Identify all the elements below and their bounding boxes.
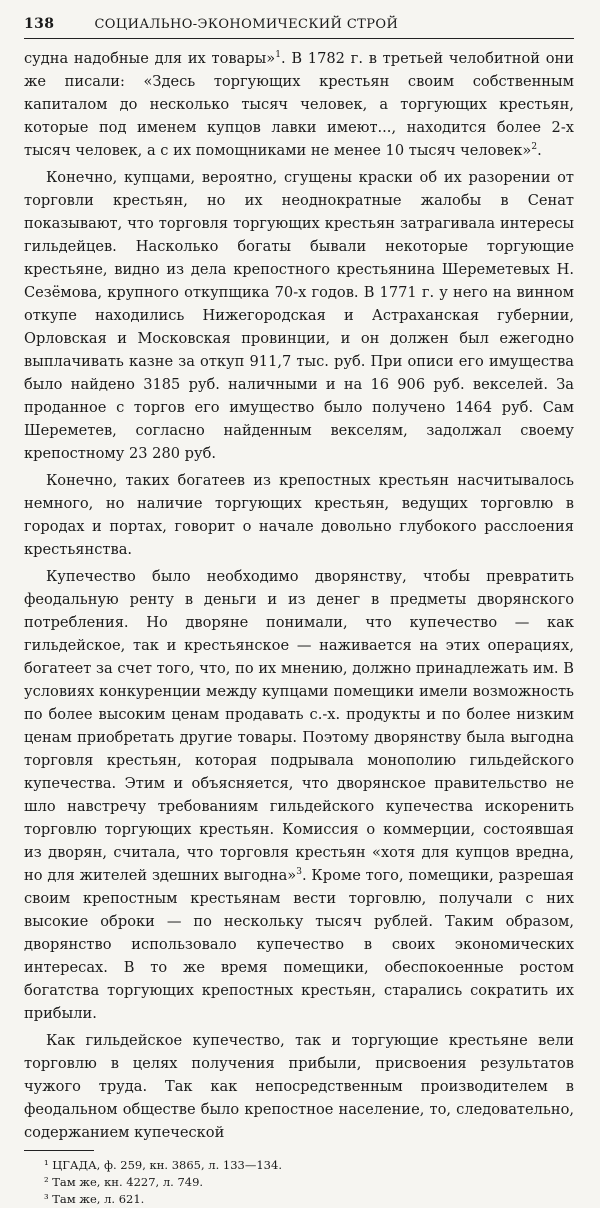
footnote-rule — [24, 1150, 94, 1151]
paragraph-4: Купечество было необходимо дворянству, чтобы превратить феодальную ренту в деньги и из денег в предметы дворянского потребления. Но дворяне понимали, что купечество — как гильдейское, так и крестьянское — наживается на этих операциях, богатеет за счет того, что, по их мнению, должно принадлежать им. В условиях конкуренции между купцами помещики имели возможность по более высоким ценам продавать с.-х. продукты и по более низким ценам приобретать другие товары. Поэтому дворянству была выгодна торговля крестьян, которая подрывала монополию гильдейского купечества. Этим и объясняется, что дворянское правительство не шло навстречу требованиям гильдейского купечества искоренить торговлю торгующих крестьян. Комиссия о коммерции, состоявшая из дворян, считала, что торговля крестьян «хотя для купцов вредна, но для жителей здешних выгодна»$^3$. Кроме того, помещики, разрешая своим крепостным крестьянам вести торговлю, получали с них высокие оброки — по нескольку тысяч рублей. Таким образом, дворянство использовало купечество в своих экономических интересах. В то же время помещики, обеспокоенные ростом богатства торгующих крепостных крестьян, старались сократить их прибыли. — [24, 568, 575, 1022]
paragraph-3: Конечно, таких богатеев из крепостных крестьян насчитывалось немного, но наличие торгующих крестьян, ведущих торговлю в городах и портах, говорит о начале довольно глубокого расслоения крестьянства. — [24, 472, 574, 558]
footnotes — [24, 1157, 574, 1208]
page-header — [24, 16, 574, 32]
body-text — [24, 47, 574, 1144]
paragraph-1: судна надобные для их товары»$^1$. В 1782 г. в третьей челобитной они же писали: «Здесь торгующих крестьян своим собственным капиталом до несколько тысяч человек, а торгующих крестьян, которые под именем купцов лавки имеют..., находится более 2-х тысяч человек, а с их помощниками не менее 10 тысяч человек»$^2$. — [24, 50, 574, 159]
page-number: 138 — [24, 16, 55, 32]
paragraph-5: Как гильдейское купечество, так и торгующие крестьяне вели торговлю в целях получения прибыли, присвоения результатов чужого труда. Так как непосредственным производителем в феодальном обществе было крепостное население, то, следовательно, содержанием купеческой — [24, 1032, 574, 1141]
footnote-3: ³ Там же, л. 621. — [44, 1192, 145, 1206]
paragraph-2: Конечно, купцами, вероятно, сгущены краски об их разорении от торговли крестьян, но их неоднократные жалобы в Сенат показывают, что торговля торгующих крестьян затрагивала интересы гильдейцев. Насколько богаты бывали некоторые торгующие крестьяне, видно из дела крепостного крестьянина Шереметевых Н. Сезёмова, крупного откупщика 70-х годов. В 1771 г. у него на винном откупе находились Нижегородская и Астраханская губернии, Орловская и Московская провинции, и он должен был ежегодно выплачивать казне за откуп 911,7 тыс. руб. При описи его имущества было найдено 3185 руб. наличными и на 16 906 руб. векселей. За проданное с торгов его имущество было получено 1464 руб. Сам Шереметев, согласно найденным векселям, задолжал своему крепостному 23 280 руб. — [24, 169, 574, 462]
running-title: СОЦИАЛЬНО-ЭКОНОМИЧЕСКИЙ СТРОЙ — [94, 17, 399, 32]
footnote-ref-1: 1 — [275, 50, 281, 61]
footnote-1: ¹ ЦГАДА, ф. 259, кн. 3865, л. 133—134. — [44, 1158, 282, 1172]
footnote-ref-3: 3 — [296, 867, 302, 878]
footnote-2: ² Там же, кн. 4227, л. 749. — [44, 1175, 204, 1189]
header-rule — [24, 38, 574, 39]
footnote-ref-2: 2 — [531, 142, 538, 153]
